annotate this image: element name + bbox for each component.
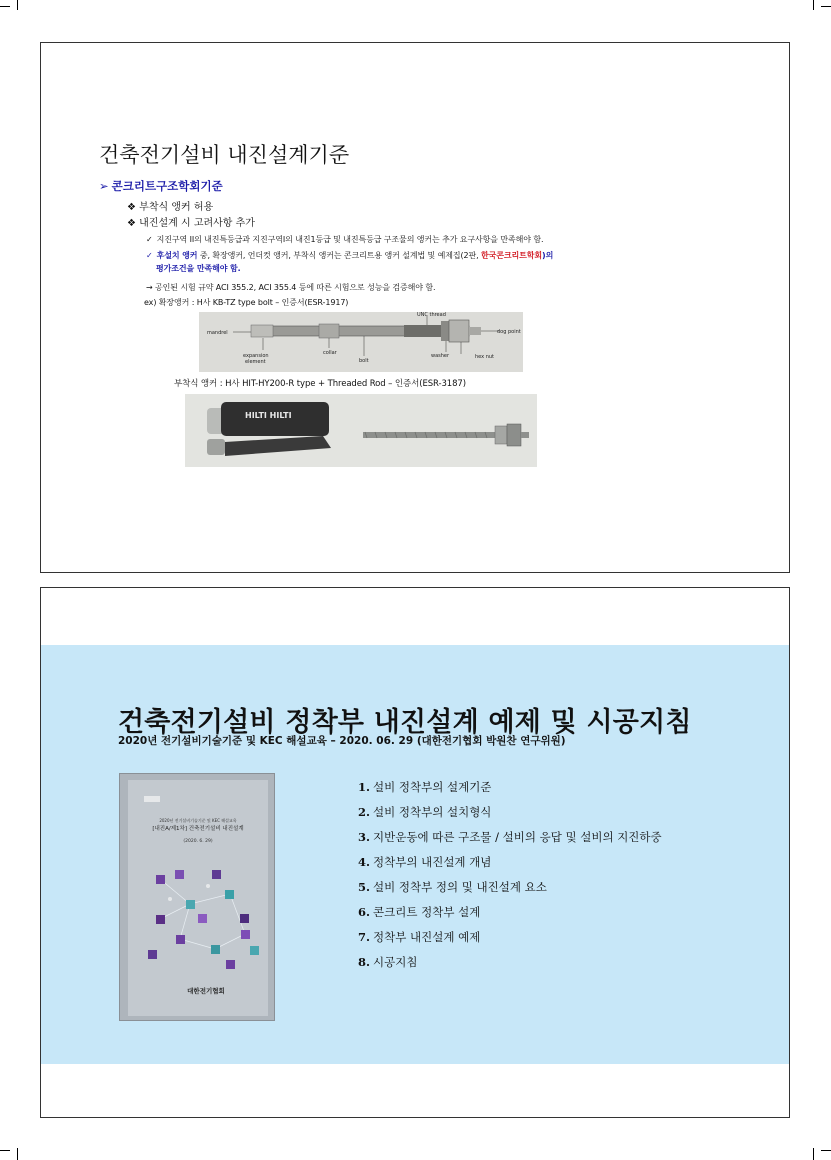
label-dog-point: dog point (497, 329, 521, 335)
slide-title: 건축전기설비 정착부 내진설계 예제 및 시공지침 (118, 707, 692, 738)
toc-text: 설비 정착부의 설계기준 (373, 780, 492, 794)
section-heading (99, 178, 223, 194)
book-publisher: 대한전기협회 (187, 987, 225, 995)
textbook-cover-drawing (120, 774, 275, 1021)
adhesive-anchor-line: 부착식 앵커 : H사 HIT-HY200-R type + Threaded Rod – 인증서(ESR-3187) (174, 379, 466, 389)
toc-text: 설비 정착부의 설치형식 (373, 805, 492, 819)
expansion-anchor-image (199, 312, 523, 372)
book-date: (2020. 6. 29) (183, 839, 213, 844)
toc-item (358, 929, 480, 945)
book-series-line: 2020년 전기설비기술기준 및 KEC 해설교육 (159, 818, 237, 823)
toc-number: 1. (358, 780, 371, 794)
toc-text: 정착부의 내진설계 개념 (373, 855, 492, 869)
label-collar: collar (323, 350, 337, 356)
bullet-item (127, 214, 255, 229)
toc-text: 지반운동에 따른 구조물 / 설비의 응답 및 설비의 지진하중 (373, 830, 662, 844)
check-icon: ✓ (146, 235, 153, 244)
toc-number: 5. (358, 880, 371, 894)
check-text: 중, 확장앵커, 언더컷 앵커, 부착식 앵커는 콘크리트용 앵커 설계법 및 예제집(2판, (197, 251, 482, 260)
label-bolt: bolt (359, 358, 369, 364)
crop-mark (813, 0, 814, 10)
adhesive-anchor-image (185, 394, 537, 467)
section-heading-text: 콘크리트구조학회기준 (111, 179, 223, 193)
toc-item (358, 854, 491, 870)
slide-anchorage-design (40, 587, 790, 1118)
check-item (146, 234, 543, 245)
toc-item (358, 779, 491, 795)
adhesive-anchor-drawing (185, 394, 537, 467)
crop-mark (0, 6, 10, 7)
toc-text: 콘크리트 정착부 설계 (373, 905, 481, 919)
example-line: ex) 확장앵커 : H사 KB-TZ type bolt – 인증서(ESR-1917) (144, 298, 349, 307)
book-title: [내진A/제1차] 건축전기설비 내진설계 (152, 826, 244, 832)
slide-subtitle: 2020년 전기설비기술기준 및 KEC 해설교육 – 2020. 06. 29 (대한전기협회 박원찬 연구위원) (118, 735, 566, 747)
toc-text: 정착부 내진설계 예제 (373, 930, 481, 944)
toc-text: 설비 정착부 정의 및 내진설계 요소 (373, 880, 547, 894)
arrow-note: → 공인된 시험 규약 ACI 355.2, ACI 355.4 등에 따른 시험으로 성능을 검증해야 함. (146, 283, 436, 292)
bullet-item (127, 198, 213, 213)
crop-mark (17, 0, 18, 10)
crop-mark (813, 1148, 814, 1160)
check-text: 지진구역 II의 내진특등급과 지진구역I의 내진1등급 및 내진특등급 구조물의 앵커는 추가 요구사항을 만족해야 함. (156, 235, 544, 244)
label-hex-nut: hex nut (475, 354, 495, 360)
toc-number: 2. (358, 805, 371, 819)
cartridge-brand-text: HILTI HILTI (245, 411, 292, 420)
toc-item (358, 879, 547, 895)
toc-number: 8. (358, 955, 371, 969)
toc-number: 3. (358, 830, 371, 844)
diamond-bullet-icon: ❖ (127, 202, 136, 213)
toc-number: 7. (358, 930, 371, 944)
slide-seismic-criteria (40, 42, 790, 573)
check-text-continued: 평가조건을 만족해야 함. (156, 264, 241, 273)
crop-mark (17, 1148, 18, 1160)
toc-item (358, 804, 491, 820)
toc-item (358, 829, 662, 845)
bullet-text: 내진설계 시 고려사항 추가 (139, 218, 255, 229)
bullet-text: 부착식 앵커 허용 (139, 202, 214, 213)
toc-number: 6. (358, 905, 371, 919)
label-unc-thread: UNC thread (417, 312, 446, 318)
arrow-bullet-icon: ➢ (99, 179, 109, 193)
check-item (146, 250, 553, 261)
check-icon: ✓ (146, 251, 153, 260)
crop-mark (0, 1150, 10, 1151)
expansion-anchor-drawing (199, 312, 523, 372)
toc-item (358, 904, 480, 920)
label-element: element (245, 359, 266, 365)
toc-number: 4. (358, 855, 371, 869)
diamond-bullet-icon: ❖ (127, 218, 136, 229)
highlight-text: 한국콘크리트학회 (481, 251, 543, 260)
label-mandrel: mandrel (207, 330, 228, 336)
emphasis-text: )의 (542, 251, 554, 260)
label-expansion: expansion (243, 353, 269, 359)
slide-title: 건축전기설비 내진설계기준 (99, 143, 350, 167)
crop-mark (821, 6, 831, 7)
toc-item (358, 954, 417, 970)
emphasis-text: 후설치 앵커 (156, 251, 198, 260)
toc-text: 시공지침 (373, 955, 418, 969)
textbook-cover-image (119, 773, 275, 1021)
crop-mark (821, 1150, 831, 1151)
label-washer: washer (431, 353, 450, 359)
